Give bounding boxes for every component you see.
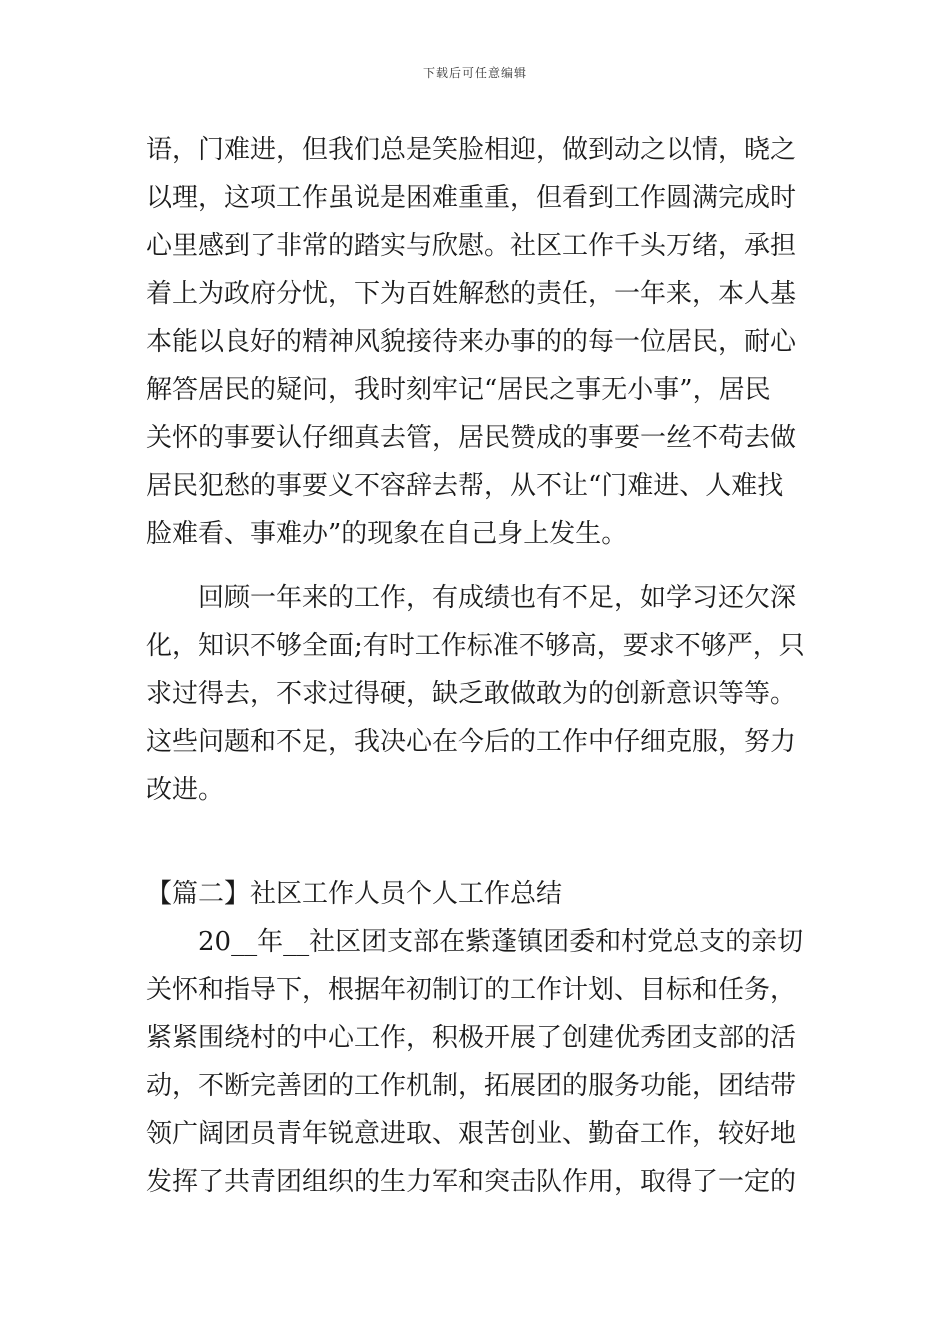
paragraph-line: 领广阔团员青年锐意进取、艰苦创业、勤奋工作，较好地: [146, 1119, 797, 1149]
paragraph-line: 着上为政府分忧，下为百姓解愁的责任，一年来，本人基: [146, 279, 797, 309]
paragraph-line: 回顾一年来的工作，有成绩也有不足，如学习还欠深: [198, 583, 797, 613]
paragraph-line: 这些问题和不足，我决心在今后的工作中仔细克服，努力: [146, 727, 797, 757]
paragraph-line: 化，知识不够全面;有时工作标准不够高，要求不够严，只: [146, 631, 805, 661]
paragraph-line: 20__年__社区团支部在紫蓬镇团委和村党总支的亲切: [198, 927, 804, 957]
paragraph-line: 本能以良好的精神风貌接待来办事的的每一位居民，耐心: [146, 327, 797, 357]
paragraph-line: 脸难看、事难办”的现象在自己身上发生。: [146, 519, 628, 549]
section-heading: 【篇二】社区工作人员个人工作总结: [146, 879, 563, 909]
paragraph-line: 紧紧围绕村的中心工作，积极开展了创建优秀团支部的活: [146, 1023, 797, 1053]
paragraph-line: 关怀和指导下，根据年初制订的工作计划、目标和任务，: [146, 975, 797, 1005]
paragraph-line: 求过得去，不求过得硬，缺乏敢做敢为的创新意识等等。: [146, 679, 797, 709]
paragraph-line: 语，门难进，但我们总是笑脸相迎，做到动之以情，晓之: [146, 135, 797, 165]
paragraph-line: 解答居民的疑问，我时刻牢记“居民之事无小事”，居民: [146, 375, 771, 405]
paragraph-line: 居民犯愁的事要义不容辞去帮，从不让“门难进、人难找: [146, 471, 784, 501]
paragraph-line: 关怀的事要认仔细真去管，居民赞成的事要一丝不苟去做: [146, 423, 797, 453]
paragraph-line: 改进。: [146, 775, 225, 805]
paragraph-line: 以理，这项工作虽说是困难重重，但看到工作圆满完成时: [146, 183, 797, 213]
paragraph-line: 心里感到了非常的踏实与欣慰。社区工作千头万绪，承担: [146, 231, 797, 261]
paragraph-line: 动，不断完善团的工作机制，拓展团的服务功能，团结带: [146, 1071, 797, 1101]
paragraph-line: 发挥了共青团组织的生力军和突击队作用，取得了一定的: [146, 1167, 797, 1197]
page-header: 下载后可任意编辑: [422, 66, 527, 80]
